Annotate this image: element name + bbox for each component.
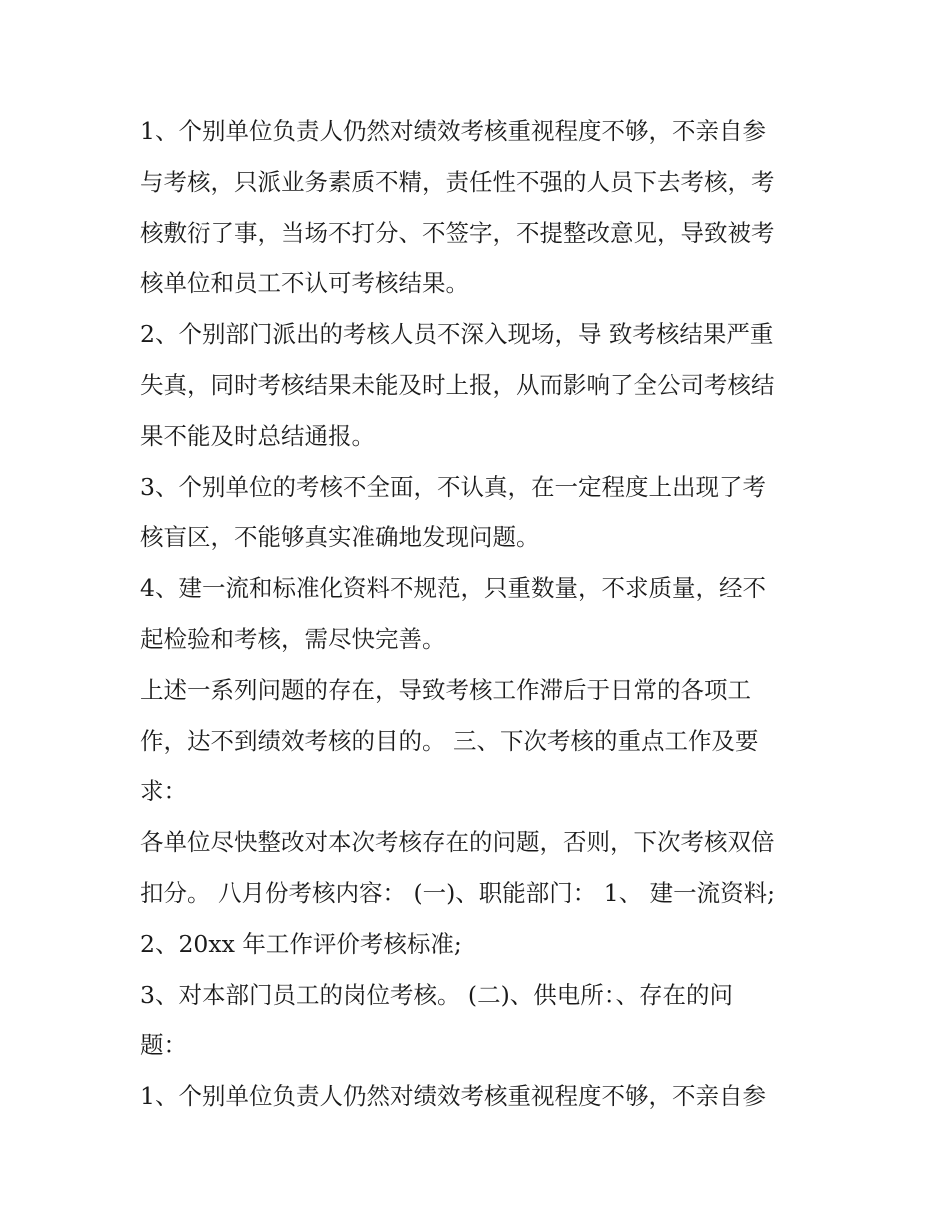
text-line: 与考核，只派业务素质不精，责任性不强的人员下去考核，考: [140, 167, 775, 196]
text-line: 上述一系列问题的存在，导致考核工作滞后于日常的各项工: [140, 675, 751, 704]
text-line: 求：: [140, 777, 187, 806]
text-line: 果不能及时总结通报。: [140, 421, 375, 450]
text-line: 题：: [140, 1031, 187, 1060]
text-line: 3、对本部门员工的岗位考核。 (二)、供电所：、存在的问: [140, 980, 734, 1009]
text-line: 起检验和考核，需尽快完善。: [140, 624, 446, 653]
document-body: [140, 106, 820, 1122]
text-line: 核敷衍了事，当场不打分、不签字，不提整改意见，导致被考: [140, 218, 775, 247]
text-line: 1、个别单位负责人仍然对绩效考核重视程度不够，不亲自参: [140, 117, 766, 145]
paragraph-summary: [140, 665, 820, 817]
text-line: 4、建一流和标准化资料不规范，只重数量，不求质量，经不: [140, 574, 766, 603]
paragraph-issue-2: [140, 309, 820, 461]
paragraph-issue-4: [140, 563, 820, 665]
paragraph-issue-1: [140, 106, 820, 309]
paragraph-post-assessment: [140, 970, 820, 1072]
text-line: 扣分。 八月份考核内容： (一)、职能部门： 1、 建一流资料;: [140, 878, 776, 907]
paragraph-issue-1-repeat: [140, 1071, 820, 1122]
text-line: 2、个别部门派出的考核人员不深入现场，导 致考核结果严重: [140, 320, 774, 349]
paragraph-issue-3: [140, 462, 820, 564]
text-line: 2、20xx 年工作评价考核标准;: [140, 929, 462, 958]
text-line: 失真，同时考核结果未能及时上报，从而影响了全公司考核结: [140, 370, 775, 399]
text-line: 核单位和员工不认可考核结果。: [140, 269, 469, 298]
text-line: 各单位尽快整改对本次考核存在的问题，否则，下次考核双倍: [140, 828, 775, 857]
text-line: 作，达不到绩效考核的目的。 三、下次考核的重点工作及要: [140, 726, 759, 755]
text-line: 1、个别单位负责人仍然对绩效考核重视程度不够，不亲自参: [140, 1082, 766, 1111]
text-line: 3、个别单位的考核不全面，不认真，在一定程度上出现了考: [140, 472, 766, 501]
paragraph-evaluation-standard: [140, 919, 820, 970]
paragraph-rectification: [140, 817, 820, 919]
text-line: 核盲区，不能够真实准确地发现问题。: [140, 523, 540, 552]
